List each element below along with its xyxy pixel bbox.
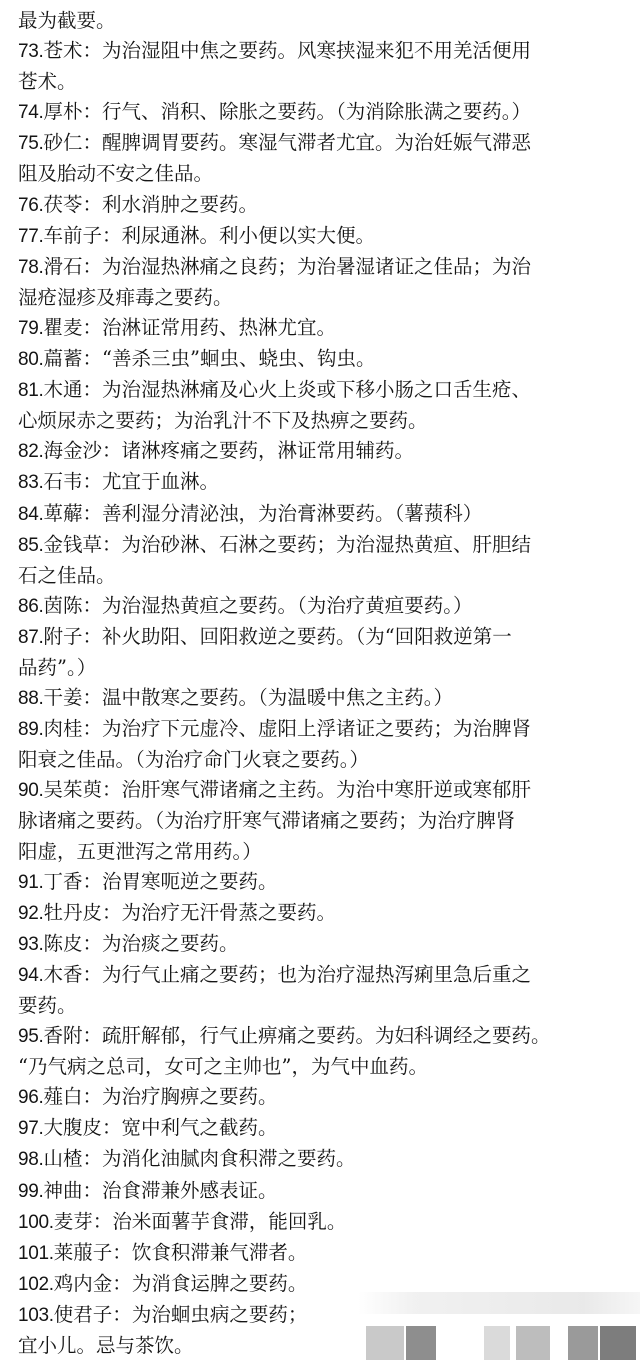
entry-item — [18, 190, 626, 221]
entry-item — [18, 36, 626, 97]
entry-list — [18, 36, 626, 1361]
entry-item — [18, 929, 626, 960]
entry-text: 苍术。 — [18, 70, 77, 94]
herb-name: 砂仁 — [43, 131, 83, 155]
entry-first-line — [18, 375, 626, 406]
entry-number: 86. — [18, 595, 44, 617]
entry-first-line — [18, 190, 626, 221]
entry-first-line — [18, 221, 626, 252]
entry-text: 宜小儿。忌与茶饮。 — [18, 1334, 194, 1358]
entry-item — [18, 622, 626, 683]
entry-continuation-line — [18, 1331, 626, 1361]
herb-name: 陈皮 — [43, 931, 83, 955]
entry-first-line — [18, 530, 626, 561]
entry-number: 92. — [18, 902, 44, 924]
entry-number: 81. — [18, 380, 44, 402]
entry-item — [18, 1082, 626, 1113]
entry-number: 96. — [18, 1087, 44, 1109]
entry-number: 74. — [18, 102, 44, 124]
entry-item — [18, 1113, 626, 1144]
entry-text: 为治湿热黄疸之要药。（为治疗黄疸要药。） — [102, 593, 473, 617]
entry-separator: ： — [102, 223, 122, 247]
entry-item — [18, 1021, 626, 1082]
herb-name: 厚朴 — [43, 100, 83, 124]
entry-separator: ： — [92, 1209, 113, 1233]
entry-number: 85. — [18, 534, 44, 556]
entry-continuation-line — [18, 561, 626, 591]
entry-separator: ： — [82, 378, 103, 402]
entry-text: 为消化油腻肉食积滞之要药。 — [102, 1147, 356, 1171]
entry-first-line — [18, 313, 626, 344]
entry-first-line — [18, 1144, 626, 1175]
herb-name: 苍术 — [43, 39, 83, 63]
entry-separator: ： — [82, 39, 103, 63]
herb-name: 鸡内金 — [53, 1271, 113, 1295]
entry-separator: ： — [82, 347, 103, 371]
entry-text: 治米面薯芋食滞，能回乳。 — [112, 1209, 347, 1233]
entry-separator: ： — [82, 686, 103, 710]
entry-text: 品药”。） — [18, 655, 97, 679]
entry-first-line — [18, 714, 626, 745]
entry-first-line — [18, 436, 626, 467]
entry-text: 饮食积滞兼气滞者。 — [131, 1240, 308, 1264]
entry-item — [18, 97, 626, 128]
herb-name: 金钱草 — [43, 532, 103, 556]
entry-first-line — [18, 775, 626, 806]
entry-separator: ： — [82, 100, 103, 124]
entry-text: 行气、消积、除胀之要药。（为消除胀满之要药。） — [102, 100, 532, 124]
entry-separator: ： — [102, 900, 122, 924]
entry-text: 阳衰之佳品。（为治疗命门火衰之要药。） — [18, 748, 370, 772]
entry-text: 为治疗胸痹之要药。 — [102, 1085, 278, 1109]
entry-first-line — [18, 1207, 626, 1238]
entry-item — [18, 683, 626, 714]
herb-name: 萹蓄 — [43, 347, 83, 371]
entry-item — [18, 1207, 626, 1238]
herb-name: 萆薢 — [43, 501, 83, 525]
entry-item — [18, 867, 626, 898]
entry-item — [18, 436, 626, 467]
entry-separator: ： — [82, 254, 103, 278]
herb-name: 神曲 — [43, 1178, 83, 1202]
entry-item — [18, 1269, 626, 1300]
entry-first-line — [18, 929, 626, 960]
entry-separator: ： — [82, 1024, 103, 1048]
entry-text: 治淋证常用药、热淋尤宜。 — [102, 315, 337, 339]
herb-name: 茵陈 — [43, 593, 83, 617]
entry-item — [18, 1176, 626, 1207]
entry-text: “善杀三虫”蛔虫、蛲虫、钩虫。 — [102, 347, 376, 371]
entry-text: 温中散寒之要药。（为温暖中焦之主药。） — [102, 686, 454, 710]
entry-item — [18, 775, 626, 866]
herb-name: 肉桂 — [43, 717, 83, 741]
entry-number: 98. — [18, 1149, 44, 1171]
entry-text: 疏肝解郁，行气止痹痛之要药。为妇科调经之要药。 — [102, 1024, 551, 1048]
entry-text: 为治疗无汗骨蒸之要药。 — [121, 900, 337, 924]
entry-first-line — [18, 1176, 626, 1207]
herb-name: 干姜 — [43, 686, 83, 710]
entry-separator: ： — [82, 1178, 103, 1202]
entry-first-line — [18, 1021, 626, 1052]
entry-number: 78. — [18, 256, 44, 278]
entry-item — [18, 714, 626, 775]
entry-item — [18, 313, 626, 344]
entry-text: 宽中利气之截药。 — [121, 1116, 278, 1140]
entry-number: 75. — [18, 133, 44, 155]
entry-text: 为治湿热淋痛及心火上炎或下移小肠之口舌生疮、 — [102, 378, 532, 402]
herb-name: 牡丹皮 — [43, 900, 103, 924]
entry-text: 治肝寒气滞诸痛之主药。为治中寒肝逆或寒郁肝 — [121, 778, 532, 802]
entry-text: 为治疗下元虚冷、虚阳上浮诸证之要药；为治脾肾 — [102, 717, 532, 741]
entry-text: 为治蛔虫病之要药； — [131, 1302, 308, 1326]
entry-continuation-line — [18, 806, 626, 836]
herb-name: 麦芽 — [53, 1209, 93, 1233]
entry-first-line — [18, 622, 626, 653]
entry-continuation-line — [18, 991, 626, 1021]
herb-name: 瞿麦 — [43, 315, 83, 339]
entry-item — [18, 344, 626, 375]
herb-name: 大腹皮 — [43, 1116, 103, 1140]
entry-item — [18, 128, 626, 189]
entry-first-line — [18, 36, 626, 67]
entry-continuation-line — [18, 67, 626, 97]
entry-first-line — [18, 1269, 626, 1300]
entry-text: 利尿通淋。利小便以实大便。 — [121, 223, 376, 247]
herb-name: 吴茱萸 — [43, 778, 103, 802]
entry-separator: ： — [82, 593, 103, 617]
entry-item — [18, 1300, 626, 1361]
entry-first-line — [18, 591, 626, 622]
intro-line: 最为截要。 — [18, 9, 116, 32]
entry-continuation-line — [18, 1052, 626, 1082]
entry-item — [18, 499, 626, 530]
entry-number: 100. — [18, 1211, 54, 1233]
entry-item — [18, 252, 626, 313]
entry-separator: ： — [112, 1271, 132, 1295]
entry-continuation-line — [18, 283, 626, 313]
entry-number: 93. — [18, 933, 44, 955]
entry-number: 97. — [18, 1118, 44, 1140]
entry-separator: ： — [102, 439, 122, 463]
entry-first-line — [18, 1082, 626, 1113]
entry-item — [18, 1238, 626, 1269]
entry-text: 治食滞兼外感表证。 — [102, 1178, 278, 1202]
entry-first-line — [18, 683, 626, 714]
entry-first-line — [18, 867, 626, 898]
entry-first-line — [18, 344, 626, 375]
entry-separator: ： — [82, 931, 103, 955]
entry-separator: ： — [82, 315, 103, 339]
entry-item — [18, 960, 626, 1021]
entry-first-line — [18, 467, 626, 498]
entry-number: 88. — [18, 688, 44, 710]
entry-number: 76. — [18, 194, 44, 216]
entry-separator: ： — [82, 1147, 103, 1171]
entry-separator: ： — [82, 717, 103, 741]
entry-separator: ： — [82, 624, 103, 648]
herb-name: 香附 — [43, 1024, 83, 1048]
entry-number: 77. — [18, 225, 44, 247]
entry-continuation-line — [18, 653, 626, 683]
herb-name: 石韦 — [43, 470, 83, 494]
entry-first-line — [18, 1113, 626, 1144]
entry-text: 要药。 — [18, 994, 77, 1017]
entry-separator: ： — [82, 962, 103, 986]
entry-number: 89. — [18, 719, 44, 741]
entry-separator: ： — [112, 1302, 132, 1326]
entry-continuation-line — [18, 837, 626, 867]
herb-name: 薤白 — [43, 1085, 83, 1109]
entry-continuation-line — [18, 159, 626, 189]
herb-name: 车前子 — [43, 223, 103, 247]
entry-text: 阻及胎动不安之佳品。 — [18, 162, 214, 186]
entry-continuation-line — [18, 745, 626, 775]
entry-item — [18, 591, 626, 622]
entry-separator: ： — [112, 1240, 132, 1264]
entry-item — [18, 1144, 626, 1175]
herb-name: 滑石 — [43, 254, 83, 278]
entry-text: 为治痰之要药。 — [102, 931, 239, 955]
entry-text: 为行气止痛之要药；也为治疗湿热泻痢里急后重之 — [102, 962, 532, 986]
entry-number: 80. — [18, 349, 44, 371]
entry-separator: ： — [82, 501, 103, 525]
herb-name: 丁香 — [43, 869, 83, 893]
entry-number: 103. — [18, 1304, 54, 1326]
entry-number: 84. — [18, 503, 44, 525]
entry-number: 83. — [18, 472, 44, 494]
entry-separator: ： — [102, 778, 122, 802]
entry-text: 为消食运脾之要药。 — [131, 1271, 308, 1295]
entry-text: 湿疮湿疹及痱毒之要药。 — [18, 285, 233, 309]
entry-text: 脉诸痛之要药。（为治疗肝寒气滞诸痛之要药；为治疗脾肾 — [18, 809, 516, 833]
entry-number: 79. — [18, 317, 44, 339]
entry-separator: ： — [82, 131, 103, 155]
entry-number: 73. — [18, 41, 44, 63]
herb-name: 山楂 — [43, 1147, 83, 1171]
entry-separator: ： — [102, 1116, 122, 1140]
herb-name: 使君子 — [53, 1302, 113, 1326]
entry-text: 善利湿分清泌浊，为治膏淋要药。（薯蓣科） — [102, 501, 483, 525]
entry-text: 阳虚，五更泄泻之常用药。） — [18, 839, 262, 863]
entry-first-line — [18, 898, 626, 929]
entry-text: 补火助阳、回阳救逆之要药。（为“回阳救逆第一 — [102, 624, 512, 648]
entry-item — [18, 898, 626, 929]
entry-text: 为治湿热淋痛之良药；为治暑湿诸证之佳品；为治 — [102, 254, 532, 278]
entry-number: 99. — [18, 1180, 44, 1202]
herb-name: 莱菔子 — [53, 1240, 113, 1264]
entry-first-line — [18, 128, 626, 159]
entry-number: 90. — [18, 780, 44, 802]
entry-item — [18, 530, 626, 591]
entry-number: 95. — [18, 1026, 44, 1048]
entry-first-line — [18, 1300, 626, 1331]
entry-text: 利水消肿之要药。 — [102, 192, 259, 216]
entry-number: 91. — [18, 871, 44, 893]
entry-number: 87. — [18, 626, 44, 648]
entry-first-line — [18, 1238, 626, 1269]
entry-separator: ： — [82, 869, 103, 893]
entry-item — [18, 221, 626, 252]
entry-first-line — [18, 499, 626, 530]
entry-separator: ： — [102, 532, 122, 556]
entry-continuation-line — [18, 406, 626, 436]
entry-number: 94. — [18, 964, 44, 986]
entry-text: 石之佳品。 — [18, 563, 116, 587]
entry-item — [18, 467, 626, 498]
entry-separator: ： — [82, 192, 103, 216]
entry-text: 为治湿阻中焦之要药。风寒挟湿来犯不用羌活便用 — [102, 39, 532, 63]
entry-number: 102. — [18, 1273, 54, 1295]
entry-text: 醒脾调胃要药。寒湿气滞者尤宜。为治妊娠气滞恶 — [102, 131, 532, 155]
herb-name: 茯苓 — [43, 192, 83, 216]
entry-text: 为治砂淋、石淋之要药；为治湿热黄疸、肝胆结 — [121, 532, 532, 556]
herb-name: 木通 — [43, 378, 83, 402]
entry-text: 诸淋疼痛之要药，淋证常用辅药。 — [121, 439, 415, 463]
entry-item — [18, 375, 626, 436]
entry-separator: ： — [82, 470, 103, 494]
entry-text: 尤宜于血淋。 — [102, 470, 220, 494]
herb-name: 木香 — [43, 962, 83, 986]
entry-first-line — [18, 960, 626, 991]
entry-text: 心烦尿赤之要药；为治乳汁不下及热痹之要药。 — [18, 409, 428, 433]
herb-name: 海金沙 — [43, 439, 103, 463]
entry-first-line — [18, 97, 626, 128]
entry-separator: ： — [82, 1085, 103, 1109]
entry-first-line — [18, 252, 626, 283]
entry-number: 82. — [18, 441, 44, 463]
entry-number: 101. — [18, 1242, 54, 1264]
entry-text: “乃气病之总司，女可之主帅也”，为气中血药。 — [18, 1055, 428, 1079]
entry-text: 治胃寒呃逆之要药。 — [102, 869, 278, 893]
herb-name: 附子 — [43, 624, 83, 648]
